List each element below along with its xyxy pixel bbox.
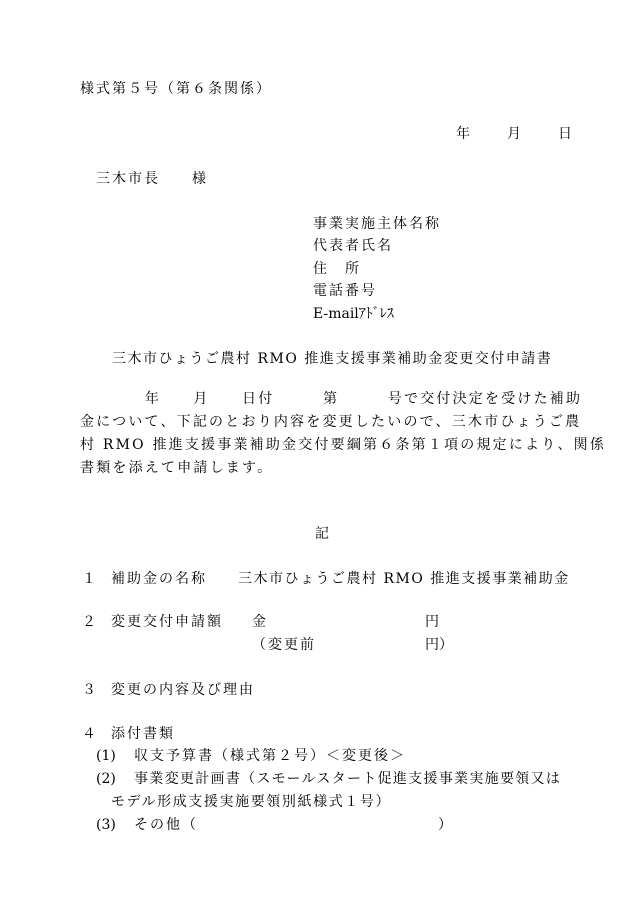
item-1-label: 補助金の名称 [111, 571, 207, 587]
email-label: E-mailｱﾄﾞﾚｽ [313, 306, 394, 322]
body-line-4: 書類を添えて申請します。 [80, 460, 274, 476]
attachment-3-text: その他（ ） [134, 817, 454, 833]
item-4-number: ４ [82, 726, 96, 742]
item-2-label: 変更交付申請額 [111, 614, 223, 630]
item-2-yen: 円 [425, 614, 439, 630]
item-3-number: ３ [82, 682, 96, 698]
submission-date: 年 月 日 [456, 126, 575, 142]
representative-name-label: 代表者氏名 [313, 238, 393, 254]
attachment-1-text: 収支予算書（様式第２号）＜変更後＞ [134, 748, 406, 764]
item-2-kin: 金 [252, 614, 266, 630]
address-label: 住 所 [313, 261, 361, 277]
item-2-before-open: （変更前 [252, 637, 316, 653]
body-line-3: 村 RMO 推進支援事業補助金交付要綱第６条第１項の規定により、関係 [80, 437, 607, 453]
attachment-2-number: (2) [96, 771, 116, 787]
form-number: 様式第５号（第６条関係） [80, 81, 272, 97]
item-3-label: 変更の内容及び理由 [111, 682, 255, 698]
attachment-2-text: 事業変更計画書（スモールスタート促進支援事業実施要領又は [134, 771, 562, 787]
addressee: 三木市長 様 [96, 171, 208, 187]
body-line-1: 年 月 日付 第 号で交付決定を受けた補助 [80, 391, 583, 407]
attachment-3-number: (3) [96, 817, 116, 833]
attachment-1-number: (1) [96, 748, 116, 764]
attachment-2-text-cont: モデル形成支援実施要領別紙様式１号） [111, 794, 392, 810]
item-2-number: ２ [82, 614, 96, 630]
item-1-value: 三木市ひょうご農村 RMO 推進支援事業補助金 [238, 571, 570, 587]
item-4-label: 添付書類 [111, 726, 175, 742]
body-line-2: 金について、下記のとおり内容を変更したいので、三木市ひょうご農 [80, 414, 582, 430]
phone-label: 電話番号 [313, 283, 377, 299]
ki-heading: 記 [315, 526, 329, 542]
org-name-label: 事業実施主体名称 [313, 216, 441, 232]
document-title: 三木市ひょうご農村 RMO 推進支援事業補助金変更交付申請書 [112, 351, 553, 367]
item-1-number: １ [82, 571, 96, 587]
item-2-before-close: 円） [425, 637, 453, 653]
